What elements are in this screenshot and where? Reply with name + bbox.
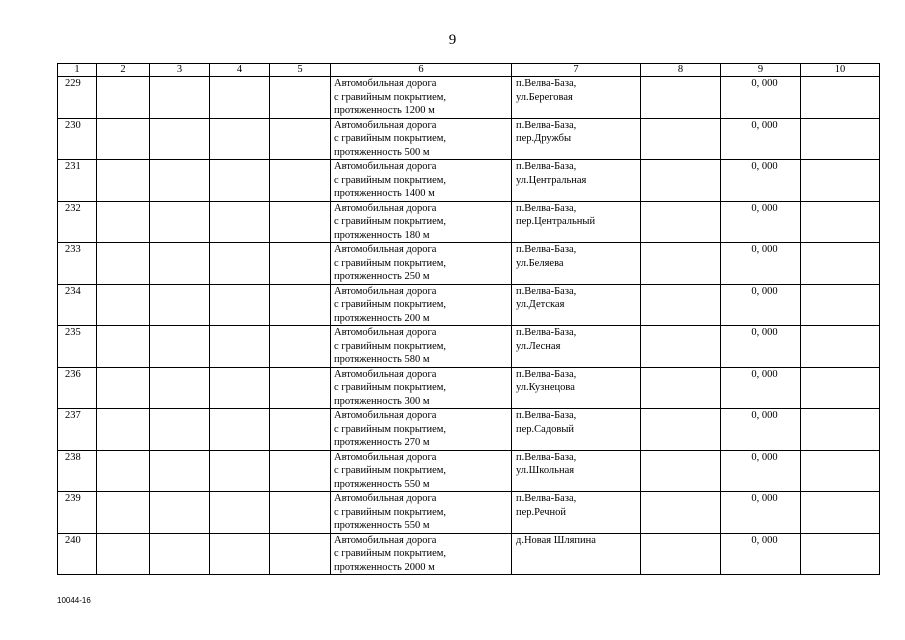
- address-line: ул.Береговая: [516, 91, 573, 103]
- description-line: с гравийным покрытием,: [334, 91, 447, 103]
- table-header: [58, 64, 880, 77]
- address-line: ул.Кузнецова: [516, 382, 575, 393]
- description-line: Автомобильная дорога: [334, 119, 437, 131]
- cell-col-3: [150, 160, 210, 202]
- cell-col-3: [150, 409, 210, 451]
- description-line: с гравийным покрытием,: [334, 299, 447, 310]
- cell-col-10: [801, 201, 880, 243]
- description-line: с гравийным покрытием,: [334, 465, 447, 476]
- object-description-cell: [331, 118, 512, 160]
- cell-col-2: [97, 160, 150, 202]
- cell-col-2: [97, 492, 150, 534]
- cell-col-2: [97, 533, 150, 575]
- column-header-2: 2: [97, 64, 150, 77]
- address-cell: [512, 409, 641, 451]
- address-line: пер.Речной: [516, 506, 567, 518]
- cell-col-5: [270, 326, 331, 368]
- object-description-cell: [331, 409, 512, 451]
- row-number-cell: 233: [58, 243, 97, 285]
- description-line: Автомобильная дорога: [334, 368, 437, 380]
- object-description-cell: [331, 201, 512, 243]
- cell-col-8: [641, 118, 721, 160]
- cell-col-4: [210, 160, 270, 202]
- address-line: ул.Детская: [516, 299, 565, 310]
- object-description-cell: [331, 243, 512, 285]
- description-line: Автомобильная дорога: [334, 161, 437, 172]
- address-line: ул.Лесная: [516, 340, 561, 352]
- cell-col-5: [270, 77, 331, 119]
- cell-col-2: [97, 118, 150, 160]
- cell-col-10: [801, 326, 880, 368]
- address-line: ул.Беляева: [516, 257, 564, 269]
- value-cell: 0, 000: [721, 201, 801, 243]
- object-description-cell: [331, 492, 512, 534]
- address-line: ул.Центральная: [516, 174, 587, 186]
- object-description-cell: [331, 450, 512, 492]
- description-line: протяженность 550 м: [334, 520, 430, 531]
- cell-col-10: [801, 450, 880, 492]
- address-line: п.Велва-База,: [516, 202, 577, 214]
- row-number-cell: 231: [58, 160, 97, 202]
- value-cell: 0, 000: [721, 450, 801, 492]
- object-description-cell: [331, 367, 512, 409]
- page-number: 9: [448, 32, 457, 48]
- description-line: Автомобильная дорога: [334, 451, 437, 463]
- value-cell: 0, 000: [721, 533, 801, 575]
- value-cell: 0, 000: [721, 409, 801, 451]
- value-cell: 0, 000: [721, 367, 801, 409]
- cell-col-10: [801, 492, 880, 534]
- table-body: [58, 77, 880, 575]
- address-line: пер.Садовый: [516, 423, 575, 435]
- cell-col-5: [270, 201, 331, 243]
- cell-col-5: [270, 160, 331, 202]
- cell-col-2: [97, 409, 150, 451]
- cell-col-8: [641, 201, 721, 243]
- document-code: 10044-16: [57, 596, 91, 605]
- cell-col-10: [801, 118, 880, 160]
- address-line: п.Велва-База,: [516, 119, 577, 131]
- description-line: с гравийным покрытием,: [334, 382, 447, 393]
- row-number-cell: 235: [58, 326, 97, 368]
- cell-col-5: [270, 243, 331, 285]
- cell-col-10: [801, 160, 880, 202]
- object-description-cell: [331, 284, 512, 326]
- address-line: п.Велва-База,: [516, 451, 577, 463]
- cell-col-5: [270, 118, 331, 160]
- table-row: [58, 326, 880, 368]
- cell-col-2: [97, 201, 150, 243]
- cell-col-3: [150, 367, 210, 409]
- address-line: п.Велва-База,: [516, 410, 577, 421]
- address-cell: [512, 201, 641, 243]
- value-cell: 0, 000: [721, 118, 801, 160]
- table-row: [58, 77, 880, 119]
- address-line: ул.Школьная: [516, 465, 575, 476]
- cell-col-8: [641, 326, 721, 368]
- table-row: [58, 201, 880, 243]
- table-row: [58, 160, 880, 202]
- cell-col-4: [210, 118, 270, 160]
- cell-col-2: [97, 367, 150, 409]
- table-row: [58, 409, 880, 451]
- address-line: п.Велва-База,: [516, 78, 577, 89]
- cell-col-5: [270, 367, 331, 409]
- address-cell: [512, 160, 641, 202]
- description-line: с гравийным покрытием,: [334, 423, 447, 435]
- address-line: пер.Дружбы: [516, 133, 572, 144]
- address-line: п.Велва-База,: [516, 327, 577, 338]
- cell-col-8: [641, 409, 721, 451]
- address-line: п.Велва-База,: [516, 368, 577, 380]
- object-description-cell: [331, 533, 512, 575]
- table-row: [58, 284, 880, 326]
- description-line: Автомобильная дорога: [334, 244, 437, 255]
- cell-col-3: [150, 492, 210, 534]
- address-cell: [512, 533, 641, 575]
- address-line: п.Велва-База,: [516, 161, 577, 172]
- cell-col-3: [150, 243, 210, 285]
- address-cell: [512, 243, 641, 285]
- column-header-1: 1: [58, 64, 97, 77]
- table-row: [58, 367, 880, 409]
- address-line: пер.Центральный: [516, 216, 596, 227]
- cell-col-8: [641, 77, 721, 119]
- cell-col-2: [97, 77, 150, 119]
- cell-col-4: [210, 492, 270, 534]
- cell-col-10: [801, 284, 880, 326]
- description-line: с гравийным покрытием,: [334, 216, 447, 227]
- address-cell: [512, 492, 641, 534]
- cell-col-3: [150, 118, 210, 160]
- description-line: протяженность 1200 м: [334, 105, 435, 116]
- description-line: протяженность 270 м: [334, 437, 430, 448]
- cell-col-4: [210, 533, 270, 575]
- cell-col-8: [641, 450, 721, 492]
- value-cell: 0, 000: [721, 284, 801, 326]
- value-cell: 0, 000: [721, 160, 801, 202]
- description-line: протяженность 250 м: [334, 271, 430, 282]
- cell-col-5: [270, 409, 331, 451]
- address-line: п.Велва-База,: [516, 244, 577, 255]
- column-header-3: 3: [150, 64, 210, 77]
- object-description-cell: [331, 77, 512, 119]
- cell-col-3: [150, 77, 210, 119]
- row-number-cell: 234: [58, 284, 97, 326]
- row-number-cell: 239: [58, 492, 97, 534]
- cell-col-5: [270, 284, 331, 326]
- address-line: п.Велва-База,: [516, 285, 577, 297]
- cell-col-8: [641, 367, 721, 409]
- description-line: протяженность 2000 м: [334, 561, 435, 573]
- description-line: Автомобильная дорога: [334, 285, 437, 297]
- cell-col-4: [210, 367, 270, 409]
- cell-col-4: [210, 284, 270, 326]
- cell-col-10: [801, 243, 880, 285]
- cell-col-8: [641, 160, 721, 202]
- cell-col-10: [801, 77, 880, 119]
- description-line: протяженность 200 м: [334, 312, 430, 324]
- cell-col-4: [210, 77, 270, 119]
- cell-col-4: [210, 326, 270, 368]
- cell-col-8: [641, 492, 721, 534]
- cell-col-2: [97, 450, 150, 492]
- cell-col-8: [641, 284, 721, 326]
- row-number-cell: 240: [58, 533, 97, 575]
- row-number-cell: 238: [58, 450, 97, 492]
- cell-col-10: [801, 367, 880, 409]
- cell-col-2: [97, 243, 150, 285]
- description-line: с гравийным покрытием,: [334, 340, 447, 352]
- column-header-5: 5: [270, 64, 331, 77]
- table-row: [58, 533, 880, 575]
- value-cell: 0, 000: [721, 492, 801, 534]
- address-line: д.Новая Шляпина: [516, 534, 596, 546]
- description-line: протяженность 1400 м: [334, 188, 435, 199]
- cell-col-3: [150, 326, 210, 368]
- cell-col-5: [270, 533, 331, 575]
- description-line: Автомобильная дорога: [334, 202, 437, 214]
- object-description-cell: [331, 160, 512, 202]
- description-line: Автомобильная дорога: [334, 493, 437, 504]
- column-header-7: 7: [512, 64, 641, 77]
- description-line: с гравийным покрытием,: [334, 257, 447, 269]
- address-line: п.Велва-База,: [516, 493, 577, 504]
- address-cell: [512, 367, 641, 409]
- cell-col-3: [150, 450, 210, 492]
- cell-col-5: [270, 492, 331, 534]
- cell-col-8: [641, 243, 721, 285]
- description-line: Автомобильная дорога: [334, 327, 437, 338]
- description-line: Автомобильная дорога: [334, 78, 437, 89]
- description-line: протяженность 180 м: [334, 229, 430, 241]
- column-header-10: 10: [801, 64, 880, 77]
- row-number-cell: 236: [58, 367, 97, 409]
- cell-col-4: [210, 409, 270, 451]
- cell-col-3: [150, 201, 210, 243]
- column-header-4: 4: [210, 64, 270, 77]
- address-cell: [512, 326, 641, 368]
- cell-col-4: [210, 243, 270, 285]
- description-line: протяженность 580 м: [334, 354, 430, 365]
- table-row: [58, 492, 880, 534]
- description-line: протяженность 550 м: [334, 478, 430, 490]
- table-row: [58, 243, 880, 285]
- description-line: с гравийным покрытием,: [334, 133, 447, 144]
- row-number-cell: 232: [58, 201, 97, 243]
- description-line: с гравийным покрытием,: [334, 174, 447, 186]
- cell-col-3: [150, 533, 210, 575]
- table-row: [58, 118, 880, 160]
- value-cell: 0, 000: [721, 77, 801, 119]
- table-row: [58, 450, 880, 492]
- column-header-9: 9: [721, 64, 801, 77]
- cell-col-10: [801, 533, 880, 575]
- description-line: Автомобильная дорога: [334, 410, 437, 421]
- description-line: протяженность 300 м: [334, 395, 430, 407]
- description-line: с гравийным покрытием,: [334, 548, 447, 559]
- row-number-cell: 237: [58, 409, 97, 451]
- description-line: Автомобильная дорога: [334, 534, 437, 546]
- object-description-cell: [331, 326, 512, 368]
- cell-col-4: [210, 201, 270, 243]
- road-registry-table: [57, 63, 880, 575]
- cell-col-5: [270, 450, 331, 492]
- column-header-8: 8: [641, 64, 721, 77]
- header-row: [58, 64, 880, 77]
- row-number-cell: 230: [58, 118, 97, 160]
- value-cell: 0, 000: [721, 243, 801, 285]
- row-number-cell: 229: [58, 77, 97, 119]
- address-cell: [512, 77, 641, 119]
- value-cell: 0, 000: [721, 326, 801, 368]
- description-line: протяженность 500 м: [334, 146, 430, 158]
- cell-col-8: [641, 533, 721, 575]
- cell-col-2: [97, 284, 150, 326]
- cell-col-10: [801, 409, 880, 451]
- address-cell: [512, 284, 641, 326]
- column-header-6: 6: [331, 64, 512, 77]
- description-line: с гравийным покрытием,: [334, 506, 447, 518]
- address-cell: [512, 450, 641, 492]
- cell-col-3: [150, 284, 210, 326]
- address-cell: [512, 118, 641, 160]
- cell-col-4: [210, 450, 270, 492]
- cell-col-2: [97, 326, 150, 368]
